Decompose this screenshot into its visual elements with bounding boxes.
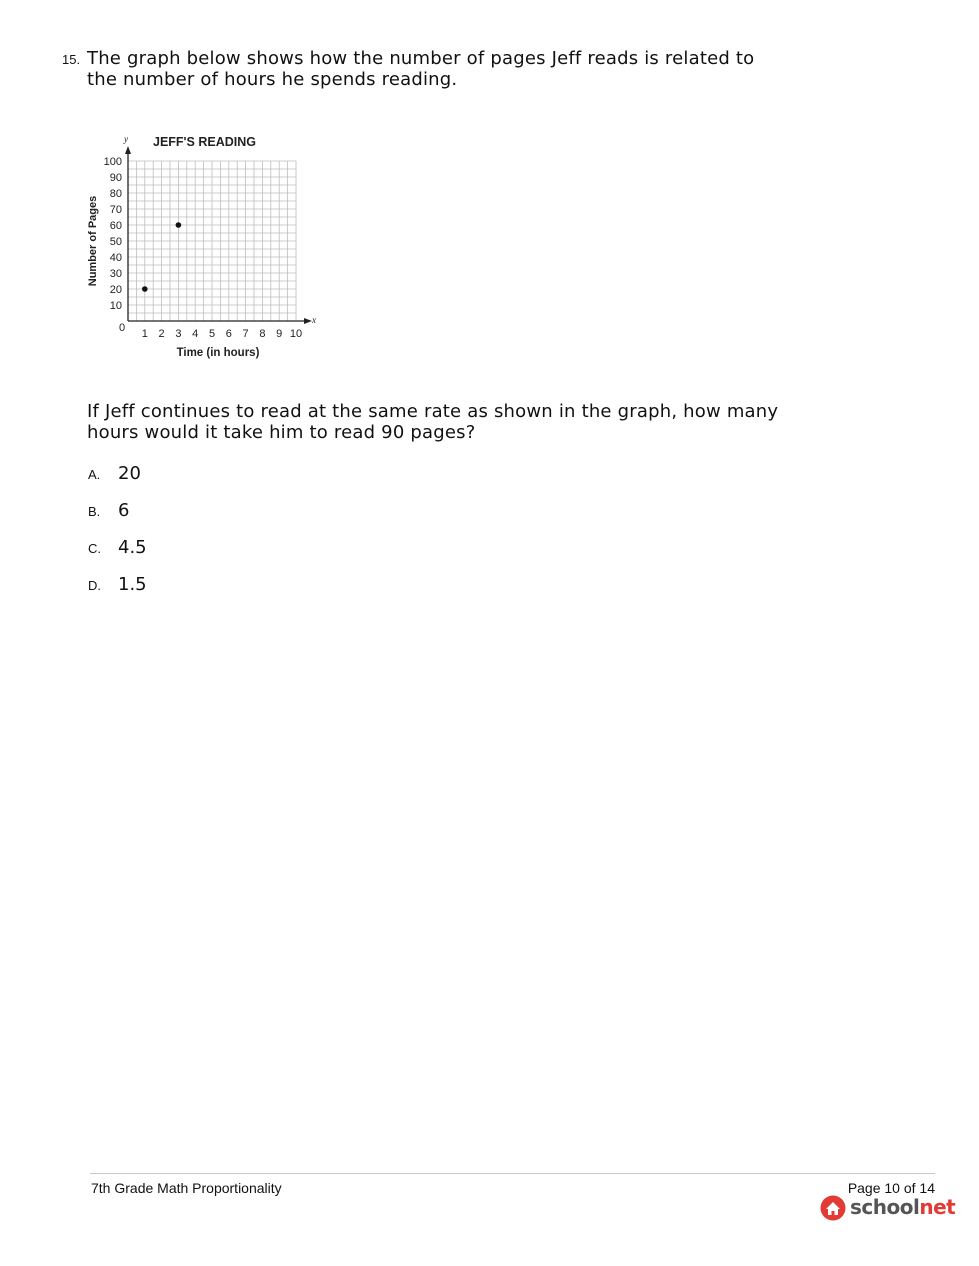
choice-value: 1.5 — [118, 574, 147, 595]
origin-label: 0 — [119, 322, 126, 334]
schoolnet-logo — [820, 1195, 956, 1223]
question-prompt: If Jeff continues to read at the same rate as shown in the graph, how many hours would it take him to read 90 pages? — [87, 401, 779, 443]
x-tick-label: 1 — [141, 328, 148, 340]
x-tick-label: 3 — [175, 328, 182, 340]
choice-letter: C. — [88, 541, 101, 556]
choice-letter: A. — [88, 467, 101, 482]
y-tick-label: 70 — [109, 204, 122, 216]
x-tick-label: 10 — [289, 328, 303, 340]
y-tick-label: 80 — [109, 188, 122, 200]
choice-letter: B. — [88, 504, 101, 519]
data-point — [176, 222, 182, 228]
y-tick-label: 10 — [109, 300, 122, 312]
choice-letter: D. — [88, 578, 101, 593]
chart-title: JEFF'S READING — [153, 135, 256, 149]
footer-divider — [90, 1173, 935, 1174]
schoolnet-house-icon — [820, 1195, 846, 1221]
logo-text-school: school — [850, 1195, 920, 1219]
y-axis-letter: y — [124, 134, 128, 144]
y-tick-label: 60 — [109, 220, 122, 232]
y-axis-label: Number of Pages — [87, 195, 99, 287]
x-axis-arrow — [304, 318, 312, 324]
x-axis-letter: x — [312, 315, 316, 325]
jeffs-reading-chart — [80, 128, 330, 368]
chart-grid — [128, 161, 296, 321]
y-tick-label: 40 — [109, 252, 122, 264]
x-tick-label: 5 — [208, 328, 216, 340]
y-tick-label: 100 — [103, 156, 122, 168]
schoolnet-wordmark — [850, 1195, 955, 1219]
x-tick-label: 9 — [276, 328, 283, 340]
question-number: 15. — [62, 52, 81, 67]
data-point — [142, 286, 148, 292]
x-tick-label: 8 — [259, 328, 266, 340]
y-tick-label: 50 — [109, 236, 122, 248]
question-text: The graph below shows how the number of pages Jeff reads is related to the number of hours he spends reading. — [87, 48, 755, 90]
choice-value: 20 — [118, 463, 141, 484]
logo-text-net: net — [919, 1195, 956, 1219]
x-tick-label: 4 — [192, 328, 199, 340]
y-axis-arrow — [125, 146, 131, 154]
y-tick-label: 20 — [109, 284, 122, 296]
y-tick-label: 30 — [109, 268, 122, 280]
x-tick-label: 7 — [242, 328, 249, 340]
choice-value: 6 — [118, 500, 130, 521]
footer-page-number: Page 10 of 14 — [847, 1180, 935, 1196]
x-axis-label: Time (in hours) — [176, 347, 260, 359]
x-tick-label: 2 — [158, 328, 165, 340]
footer-course-title: 7th Grade Math Proportionality — [91, 1180, 282, 1196]
choice-value: 4.5 — [118, 537, 147, 558]
y-tick-label: 90 — [109, 172, 122, 184]
x-tick-label: 6 — [225, 328, 232, 340]
